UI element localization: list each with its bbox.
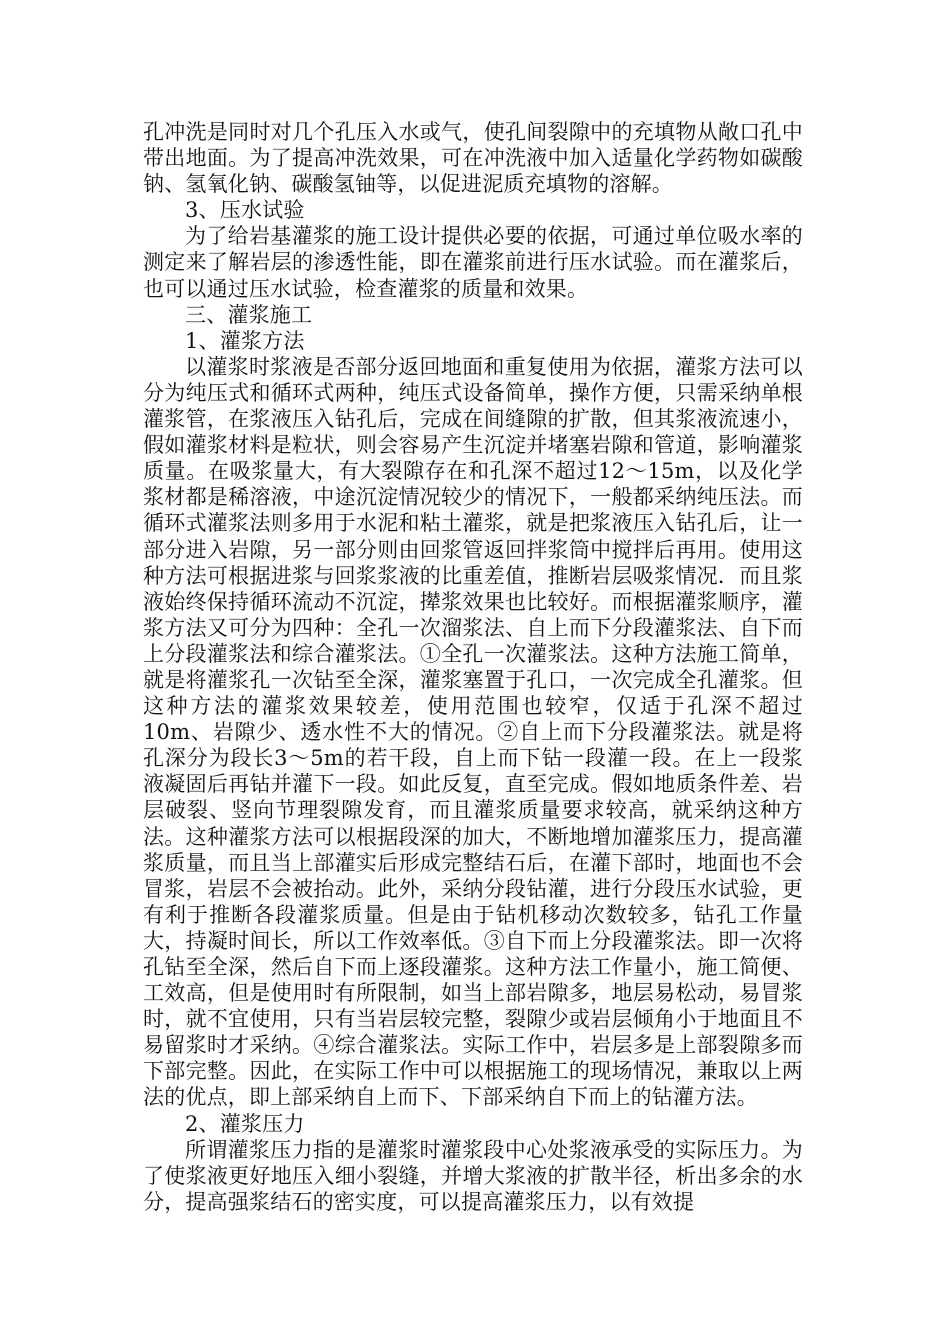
heading-grouting-construction: 三、灌浆施工 bbox=[185, 302, 313, 327]
paragraph-grouting-pressure: 所谓灌浆压力指的是灌浆时灌浆段中心处浆液承受的实际压力。为了使浆液更好地压入细小裂缝，并增大浆液的扩散半径，析出多余的水分，提高强浆结石的密实度，可以提高灌浆压力，以有效提 bbox=[143, 1137, 803, 1214]
paragraph-flushing-continued: 孔冲洗是同时对几个孔压入水或气，使孔间裂隙中的充填物从敞口孔中带出地面。为了提高冲洗效果，可在冲洗液中加入适量化学药物如碳酸钠、氢氧化钠、碳酸氢铀等，以促进泥质充填物的溶解。 bbox=[143, 120, 803, 197]
heading-pressure-water-test: 3、压水试验 bbox=[185, 198, 305, 223]
document-page bbox=[143, 119, 803, 1215]
paragraph-pressure-water-test: 为了给岩基灌浆的施工设计提供必要的依据，可通过单位吸水率的测定来了解岩层的渗透性能，即在灌浆前进行压水试验。而在灌浆后，也可以通过压水试验，检查灌浆的质量和效果。 bbox=[143, 224, 803, 301]
paragraph-grouting-method: 以灌浆时浆液是否部分返回地面和重复使用为依据，灌浆方法可以分为纯压式和循环式两种，纯压式设备简单，操作方便，只需采纳单根灌浆管，在浆液压入钻孔后，完成在间缝隙的扩散，但其浆液流速小，假如灌浆材料是粒状，则会容易产生沉淀并堵塞岩隙和管道，影响灌浆质量。在吸浆量大，有大裂隙存在和孔深不超过12～15m，以及化学浆材都是稀溶液，中途沉淀情况较少的情况下，一般都采纳纯压法。而循环式灌浆法则多用于水泥和粘土灌浆，就是把浆液压入钻孔后，让一部分进入岩隙，另一部分则由回浆管返回拌浆筒中搅拌后再用。使用这种方法可根据进浆与回浆浆液的比重差值，推断岩层吸浆情况．而且浆液始终保持循环流动不沉淀，撵浆效果也比较好。而根据灌浆顺序，灌浆方法又可分为四种：全孔一次溜浆法、自上而下分段灌浆法、自下而上分段灌浆法和综合灌浆法。①全孔一次灌浆法。这种方法施工简单，就是将灌浆孔一次钻至全深，灌浆塞置于孔口，一次完成全孔灌浆。但这种方法的灌浆效果较差，使用范围也较窄，仅适于孔深不超过10m、岩隙少、透水性不大的情况。②自上而下分段灌浆法。就是将孔深分为段长3～5m的若干段，自上而下钻一段灌一段。在上一段浆液凝固后再钻并灌下一段。如此反复，直至完成。假如地质条件差、岩层破裂、竖向节理裂隙发育，而且灌浆质量要求较高，就采纳这种方法。这种灌浆方法可以根据段深的加大，不断地增加灌浆压力，提高灌浆质量，而且当上部灌实后形成完整结石后，在灌下部时，地面也不会冒浆，岩层不会被抬动。此外，采纳分段钻灌，进行分段压水试验，更有利于推断各段灌浆质量。但是由于钻机移动次数较多，钻孔工作量大，持凝时间长，所以工作效率低。③自下而上分段灌浆法。即一次将孔钻至全深，然后自下而上逐段灌浆。这种方法工作量小，施工简便、工效高，但是使用时有所限制，如当上部岩隙多，地层易松动，易冒浆时，就不宜使用，只有当岩层较完整，裂隙少或岩层倾角小于地面且不易留浆时才采纳。④综合灌浆法。实际工作中，岩层多是上部裂隙多而下部完整。因此，在实际工作中可以根据施工的现场情况，兼取以上两法的优点，即上部采纳自上而下、下部采纳自下而上的钻灌方法。 bbox=[143, 354, 803, 1110]
heading-grouting-method: 1、灌浆方法 bbox=[185, 328, 305, 353]
heading-grouting-pressure: 2、灌浆压力 bbox=[185, 1111, 305, 1136]
